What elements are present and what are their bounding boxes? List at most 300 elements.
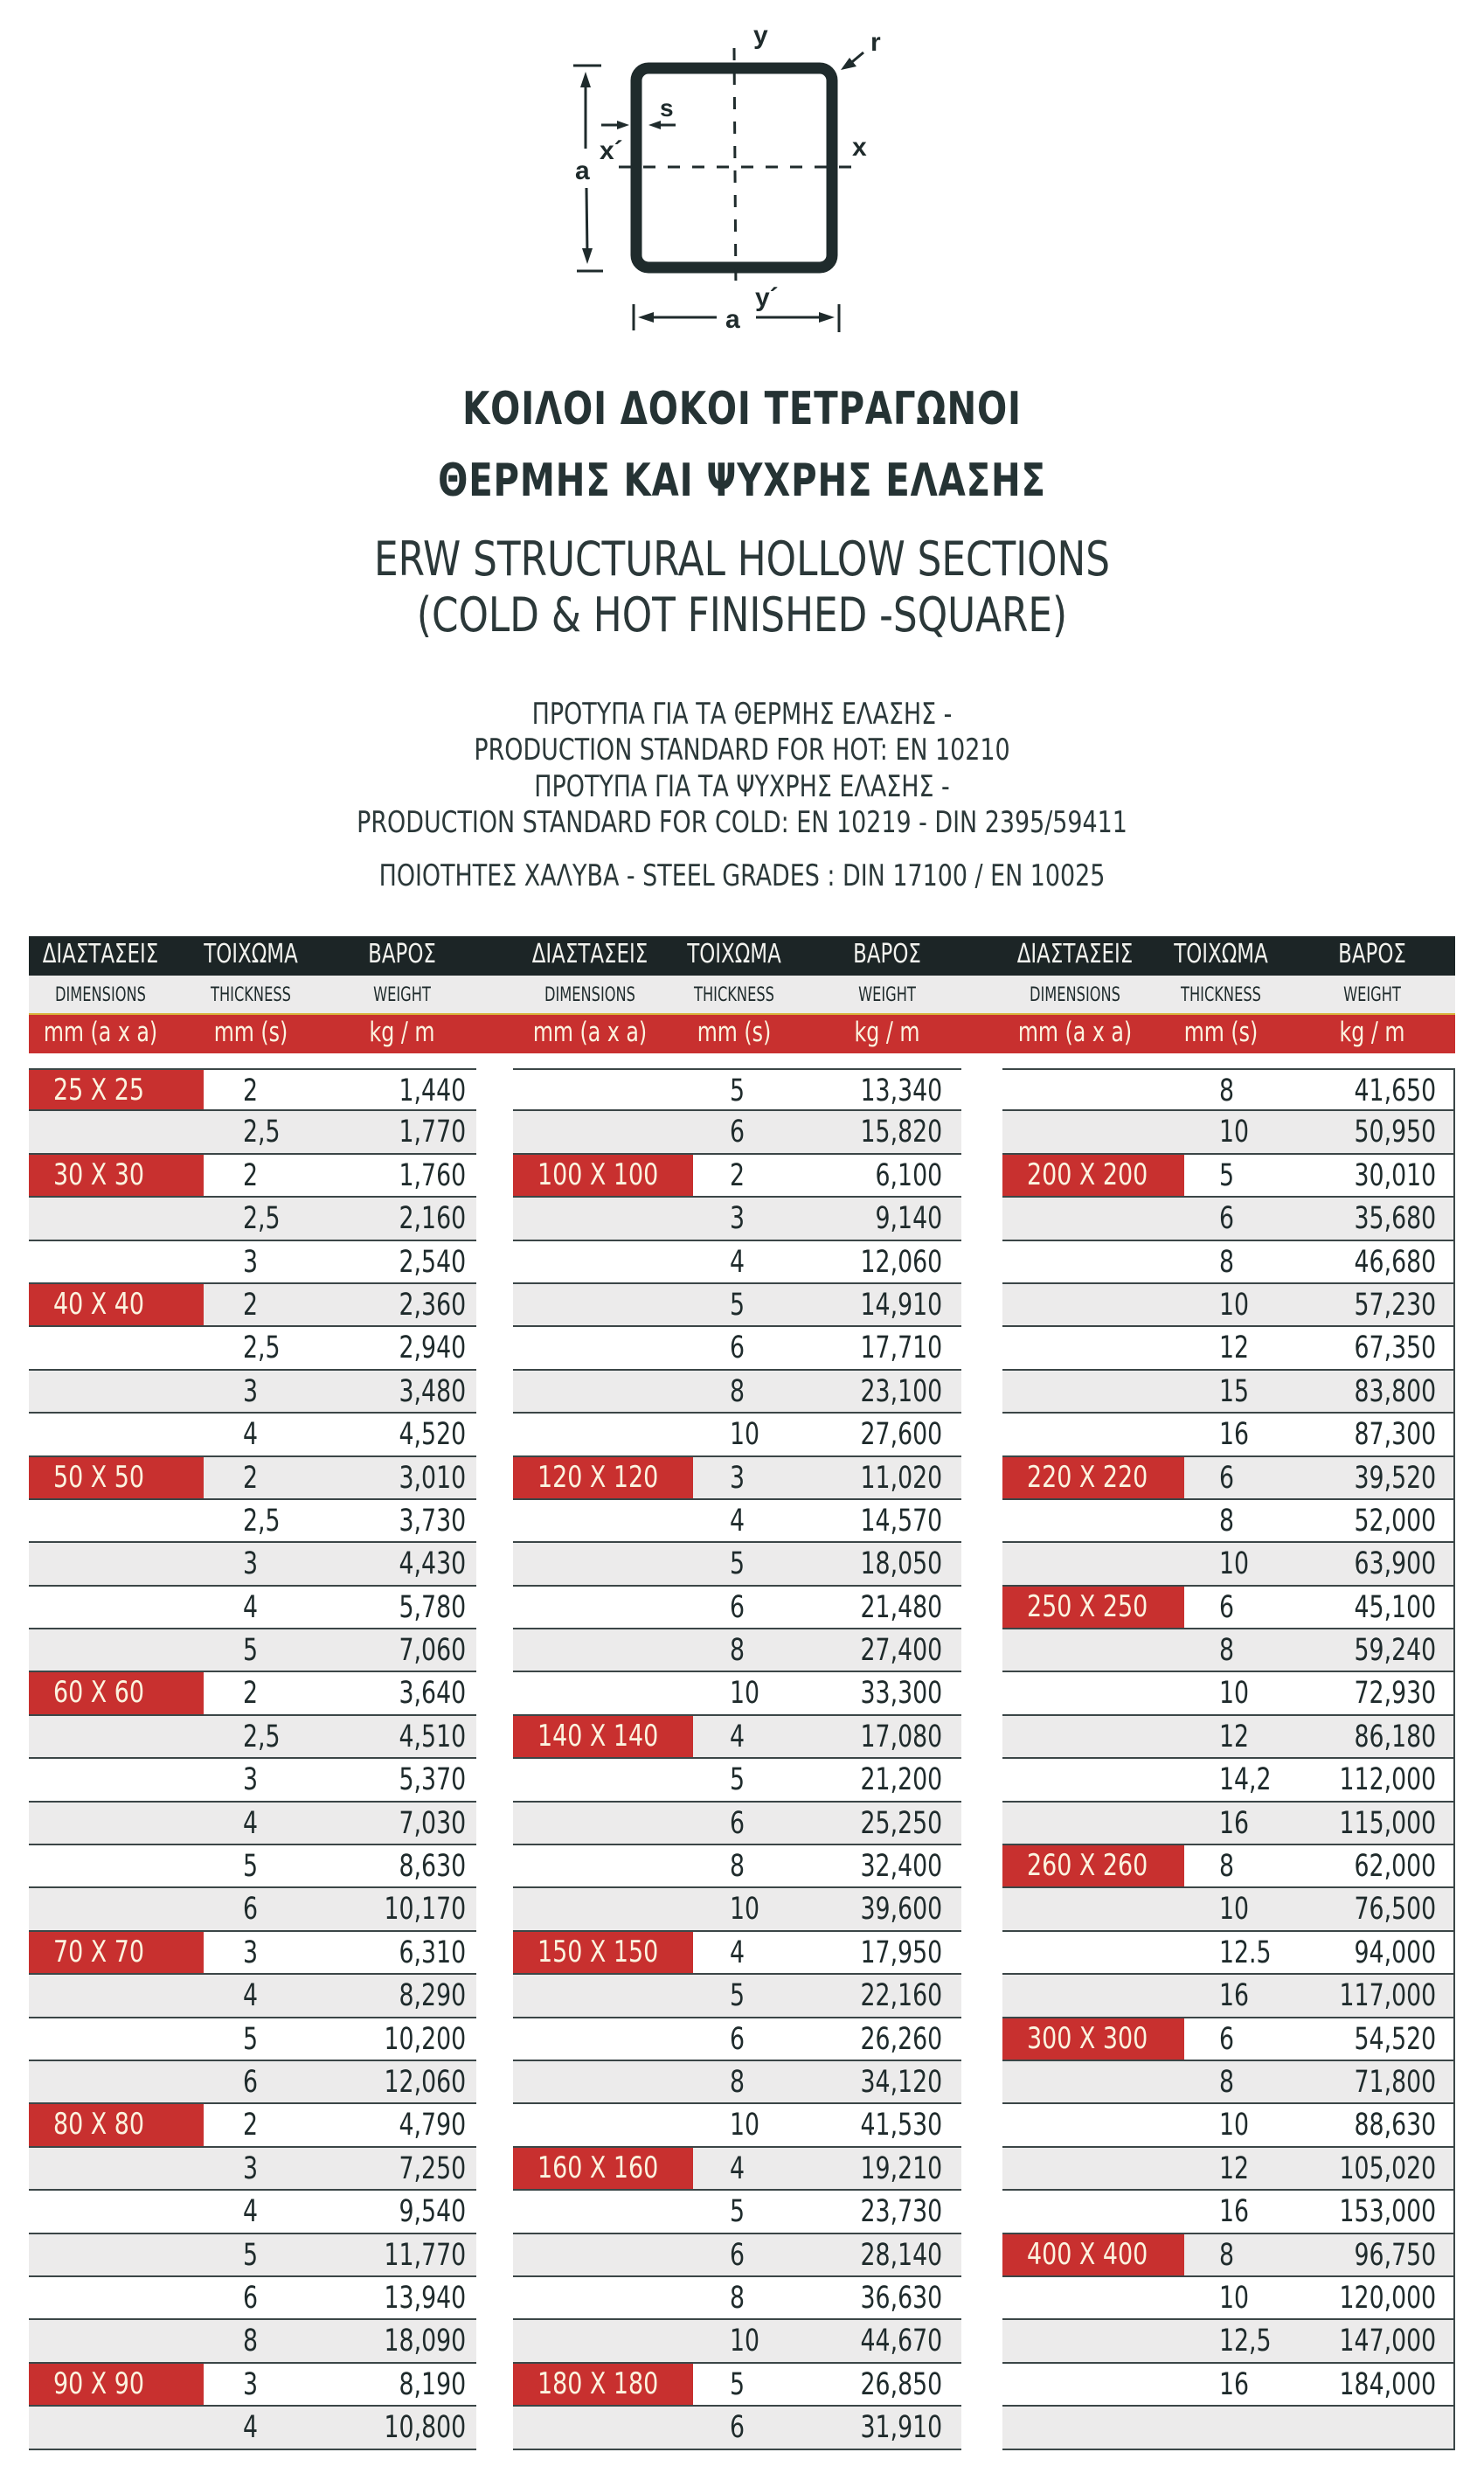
thickness-value: 3 [243,1762,259,1798]
thickness-cell [243,1414,260,1456]
weight-cell [387,1716,466,1759]
thickness-cell [1219,2320,1280,2363]
thickness-cell [730,1414,765,1456]
dimension-text: 50 X 50 [53,1459,145,1495]
thickness-value: 5 [730,1287,745,1323]
a-vertical-line-bottom [586,188,587,255]
dimension-text: 300 X 300 [1027,2020,1148,2056]
weight-cell [387,1327,466,1370]
header-greek-weight: ΒΑΡΟΣ [368,939,436,969]
dimension-label [513,2148,693,2189]
weight-value: 33,300 [860,1676,942,1712]
thickness-cell [1219,1543,1254,1586]
thickness-value: 6 [730,1589,745,1625]
weight-value: 13,940 [384,2280,466,2316]
header-english-weight: WEIGHT [1343,984,1401,1006]
weight-value: 2,540 [399,1244,466,1280]
thickness-value: 8 [730,1633,745,1669]
thickness-value: 10 [730,2324,760,2359]
thickness-value: 5 [730,2366,745,2402]
thickness-cell [1219,1327,1254,1370]
table-row [29,1371,476,1414]
thickness-value: 6 [243,2280,259,2316]
table-row [513,1716,961,1759]
thickness-cell [1219,1759,1280,1802]
table-row [1002,1327,1453,1370]
table-row [513,1587,961,1629]
thickness-cell [243,2061,260,2104]
thickness-value: 6 [1219,2021,1235,2057]
table-row [1002,1457,1453,1500]
square-section-diagram [559,26,926,341]
thickness-cell [1219,1672,1254,1715]
weight-cell [1340,1198,1436,1240]
table-row [29,1414,476,1456]
table-row [29,1759,476,1802]
a-vertical-arrow-down-icon [582,248,593,264]
thickness-cell [1219,1111,1254,1154]
thickness-value: 5 [730,2194,745,2230]
header-english-dimensions: DIMENSIONS [544,984,635,1006]
table-row [513,1414,961,1456]
weight-value: 96,750 [1354,2237,1436,2273]
a-horizontal-arrow-right-icon [819,312,835,323]
weight-cell [846,2018,942,2061]
dimension-text: 260 X 260 [1027,1848,1148,1884]
table-row [513,1672,961,1715]
thickness-cell [730,1371,747,1414]
s-arrow-right-icon [617,121,629,129]
thickness-cell [1219,1803,1254,1845]
table-row [1002,1500,1453,1543]
weight-cell [1340,1672,1436,1715]
thickness-value: 5 [730,1762,745,1798]
thickness-cell [730,1587,747,1629]
label-x-right: x [852,133,867,162]
thickness-cell [730,2061,747,2104]
weight-value: 3,640 [399,1676,466,1712]
thickness-value: 4 [243,2410,259,2446]
thickness-value: 12 [1219,1719,1250,1754]
weight-value: 4,510 [399,1719,466,1754]
table-row [1002,1629,1453,1672]
table-row [513,1932,961,1975]
table-row [513,2104,961,2147]
thickness-cell [243,2407,260,2449]
table-row [513,1629,961,1672]
weight-value: 15,820 [860,1115,942,1150]
table-row [1002,1672,1453,1715]
header-english-dimensions: DIMENSIONS [1030,984,1120,1006]
table-row [513,1241,961,1284]
weight-value: 18,090 [384,2324,466,2359]
thickness-cell [730,2191,747,2233]
thickness-cell [1219,1845,1237,1888]
weight-value: 7,060 [399,1633,466,1669]
thickness-value: 4 [243,1589,259,1625]
weight-value: 11,020 [860,1460,942,1496]
thickness-value: 5 [243,1849,259,1885]
table-row [29,1975,476,2018]
thickness-value: 16 [1219,2366,1250,2402]
table-row [29,2277,476,2320]
weight-cell [387,2364,466,2407]
weight-cell [846,1759,942,1802]
thickness-cell [1219,2018,1237,2061]
dimension-text: 60 X 60 [53,1675,145,1711]
thickness-value: 16 [1219,1417,1250,1453]
weight-cell [846,1070,942,1113]
thickness-value: 6 [1219,1460,1235,1496]
thickness-value: 12,5 [1219,2324,1272,2359]
weight-cell [846,1414,942,1456]
thickness-value: 10 [1219,1676,1250,1712]
weight-cell [370,2018,466,2061]
weight-value: 26,850 [860,2366,942,2402]
table-row [1002,1371,1453,1414]
weight-cell [846,1111,942,1154]
thickness-cell [243,2104,260,2147]
thickness-cell [730,1457,747,1500]
title-greek-line2: ΘΕΡΜΗΣ ΚΑΙ ΨΥΧΡΗΣ ΕΛΑΣΗΣ [438,455,1046,507]
table-row [29,1716,476,1759]
thickness-value: 15 [1219,1373,1250,1409]
weight-value: 59,240 [1354,1633,1436,1669]
table-row [1002,1068,1453,1111]
weight-cell [846,1672,942,1715]
thickness-cell [730,2234,747,2277]
title-english-line1: ERW STRUCTURAL HOLLOW SECTIONS [374,531,1110,587]
table-row [513,2407,961,2449]
thickness-value: 4 [730,2150,745,2186]
weight-value: 57,230 [1354,1287,1436,1323]
thickness-cell [243,1629,260,1672]
weight-value: 88,630 [1354,2108,1436,2143]
weight-value: 9,140 [875,1201,942,1237]
weight-value: 11,770 [384,2237,466,2273]
thickness-value: 5 [1219,1157,1235,1193]
table-row [1002,2320,1453,2363]
standard-cold-greek: ΠΡΟΤΥΠΑ ΓΙΑ ΤΑ ΨΥΧΡΗΣ ΕΛΑΣΗΣ - [534,769,950,804]
weight-cell [846,2191,942,2233]
weight-value: 27,400 [860,1633,942,1669]
weight-value: 2,360 [399,1287,466,1323]
weight-cell [863,1198,942,1240]
weight-cell [1322,1759,1436,1802]
thickness-value: 6 [730,2021,745,2057]
weight-value: 10,200 [384,2021,466,2057]
weight-value: 12,060 [384,2064,466,2100]
table-row [1002,1284,1453,1327]
weight-cell [1340,2018,1436,2061]
weight-value: 17,710 [860,1330,942,1366]
thickness-value: 10 [730,1676,760,1712]
table-row [513,2061,961,2104]
thickness-cell [730,2018,747,2061]
table-row [513,1327,961,1370]
header-units-thickness: mm (s) [213,1017,288,1048]
thickness-cell [730,2320,765,2363]
thickness-value: 2 [243,1676,259,1712]
thickness-cell [243,1284,260,1327]
label-r: r [870,28,881,57]
thickness-value: 4 [243,1805,259,1841]
weight-value: 14,910 [860,1287,942,1323]
weight-cell [1340,1845,1436,1888]
weight-cell [1322,2191,1436,2233]
thickness-cell [1219,1414,1254,1456]
dimension-label [29,2364,204,2405]
thickness-cell [730,1070,747,1113]
table-row [513,1457,961,1500]
weight-cell [1340,1327,1436,1370]
weight-value: 120,000 [1339,2280,1436,2316]
thickness-cell [243,1241,260,1284]
thickness-value: 2,5 [243,1719,281,1754]
header-greek-thickness: ΤΟΙΧΩΜΑ [687,939,781,969]
thickness-value: 8 [730,1373,745,1409]
weight-cell [387,1629,466,1672]
weight-cell [387,2104,466,2147]
dimension-text: 40 X 40 [53,1286,145,1322]
weight-cell [1340,1629,1436,1672]
weight-value: 83,800 [1354,1373,1436,1409]
table-row [29,1932,476,1975]
weight-cell [1340,1716,1436,1759]
weight-cell [1340,2061,1436,2104]
thickness-value: 3 [243,1935,259,1970]
thickness-cell [1219,1198,1237,1240]
weight-value: 10,800 [384,2410,466,2446]
weight-value: 1,760 [399,1157,466,1193]
thickness-cell [1219,1975,1254,2018]
thickness-value: 8 [730,1849,745,1885]
weight-cell [846,1975,942,2018]
table-row [513,1803,961,1845]
thickness-cell [730,1716,747,1759]
weight-value: 7,030 [399,1805,466,1841]
weight-cell [387,1759,466,1802]
thickness-value: 10 [1219,1546,1250,1582]
thickness-value: 5 [730,1546,745,1582]
thickness-cell [730,1975,747,2018]
weight-cell [846,1500,942,1543]
table-row [1002,1716,1453,1759]
thickness-value: 16 [1219,2194,1250,2230]
weight-cell [846,2407,942,2449]
weight-cell [846,2061,942,2104]
thickness-value: 4 [730,1935,745,1970]
weight-cell [1340,1241,1436,1284]
weight-cell [1322,2277,1436,2320]
dimension-text: 150 X 150 [537,1934,659,1969]
weight-value: 10,170 [384,1892,466,1928]
thickness-cell [243,2018,260,2061]
thickness-value: 3 [243,1373,259,1409]
table-row [513,1975,961,2018]
table-row [1002,2407,1453,2449]
table-row [29,1155,476,1198]
thickness-value: 14,2 [1219,1762,1272,1798]
thickness-value: 8 [730,2280,745,2316]
thickness-cell [243,1888,260,1931]
table-row [513,1198,961,1240]
table-row [1002,2061,1453,2104]
thickness-value: 2 [243,1460,259,1496]
header-greek-weight: ΒΑΡΟΣ [853,939,921,969]
weight-value: 8,630 [399,1849,466,1885]
table-row [1002,1198,1453,1240]
thickness-cell [243,1587,260,1629]
weight-value: 35,680 [1354,1201,1436,1237]
weight-value: 63,900 [1354,1546,1436,1582]
a-vertical-arrow-up-icon [580,72,591,87]
thickness-cell [730,1327,747,1370]
a-horizontal-arrow-left-icon [638,312,654,323]
weight-value: 105,020 [1339,2150,1436,2186]
thickness-value: 4 [243,1417,259,1453]
thickness-value: 10 [1219,1115,1250,1150]
thickness-value: 3 [730,1460,745,1496]
dimension-label [29,2104,204,2145]
thickness-cell [243,1327,287,1370]
thickness-cell [730,1543,747,1586]
table-row [29,1284,476,1327]
table-row [513,2148,961,2191]
dimension-text: 70 X 70 [53,1934,145,1969]
table-row [29,2148,476,2191]
thickness-cell [1219,2277,1254,2320]
thickness-value: 5 [730,1978,745,2014]
weight-cell [846,1888,942,1931]
header-greek-thickness: ΤΟΙΧΩΜΑ [204,939,298,969]
table-row [29,1672,476,1715]
weight-value: 62,000 [1354,1849,1436,1885]
thickness-value: 6 [730,1115,745,1150]
thickness-cell [243,1543,260,1586]
dimension-text: 80 X 80 [53,2107,145,2143]
weight-cell [846,1803,942,1845]
dimension-label [1002,1845,1184,1886]
weight-value: 1,770 [399,1115,466,1150]
thickness-value: 6 [243,2064,259,2100]
header-english-thickness: THICKNESS [211,984,291,1006]
thickness-value: 5 [730,1073,745,1108]
table-row [1002,2364,1453,2407]
weight-value: 112,000 [1339,1762,1436,1798]
weight-value: 71,800 [1354,2064,1436,2100]
weight-cell [387,1500,466,1543]
dimension-label [29,1155,204,1196]
dimension-label [29,1457,204,1498]
weight-cell [387,1845,466,1888]
weight-cell [370,2061,466,2104]
thickness-value: 5 [243,2237,259,2273]
dimension-label [513,1457,693,1498]
weight-cell [846,1241,942,1284]
thickness-value: 8 [1219,1849,1235,1885]
dimension-label [513,2364,693,2405]
header-greek-dimensions: ΔΙΑΣΤΑΣΕΙΣ [42,939,159,969]
table-row [513,1845,961,1888]
weight-value: 19,210 [860,2150,942,2186]
thickness-cell [243,2234,260,2277]
weight-value: 76,500 [1354,1892,1436,1928]
thickness-value: 4 [730,1244,745,1280]
table-row [29,2018,476,2061]
thickness-cell [243,1932,260,1975]
thickness-cell [730,1198,747,1240]
thickness-value: 3 [730,1201,745,1237]
table-row [1002,2234,1453,2277]
weight-cell [846,1284,942,1327]
header-greek-weight: ΒΑΡΟΣ [1338,939,1406,969]
thickness-cell [1219,2191,1254,2233]
dimension-text: 120 X 120 [537,1459,659,1495]
weight-value: 50,950 [1354,1115,1436,1150]
dimension-label [513,1932,693,1973]
weight-value: 184,000 [1339,2366,1436,2402]
thickness-value: 2 [243,1073,259,1108]
thickness-cell [243,1759,260,1802]
weight-value: 4,520 [399,1417,466,1453]
header-units-dimensions: mm (a x a) [1017,1017,1133,1048]
weight-cell [1340,1888,1436,1931]
thickness-cell [243,2364,260,2407]
thickness-cell [243,1457,260,1500]
weight-value: 1,440 [399,1073,466,1108]
thickness-value: 10 [1219,1287,1250,1323]
header-english-dimensions: DIMENSIONS [55,984,146,1006]
thickness-value: 8 [1219,1244,1235,1280]
weight-cell [846,1327,942,1370]
header-units-weight: kg / m [1339,1017,1405,1048]
weight-value: 3,730 [399,1503,466,1539]
weight-cell [387,1155,466,1198]
weight-value: 8,190 [399,2366,466,2402]
weight-value: 14,570 [860,1503,942,1539]
thickness-value: 10 [1219,2280,1250,2316]
weight-value: 17,080 [860,1719,942,1754]
dimension-label [1002,1155,1184,1196]
thickness-value: 12 [1219,1330,1250,1366]
thickness-value: 4 [243,1978,259,2014]
weight-value: 41,530 [860,2108,942,2143]
weight-cell [370,2234,466,2277]
weight-cell [846,1587,942,1629]
thickness-value: 6 [730,1330,745,1366]
header-greek-dimensions: ΔΙΑΣΤΑΣΕΙΣ [531,939,648,969]
dimension-text: 30 X 30 [53,1157,145,1192]
weight-cell [846,1629,942,1672]
thickness-cell [243,1198,287,1240]
label-y-top: y [753,26,768,50]
weight-cell [387,1672,466,1715]
thickness-cell [730,1803,747,1845]
weight-cell [1340,1111,1436,1154]
weight-value: 22,160 [860,1978,942,2014]
table-row [29,1241,476,1284]
thickness-cell [1219,1155,1237,1198]
table-column-3 [1002,1068,1455,2450]
label-a-horizontal: a [725,305,740,334]
table-column-1 [29,1068,476,2450]
thickness-cell [1219,1241,1237,1284]
table-row [29,2104,476,2147]
thickness-value: 2,5 [243,1330,281,1366]
dimension-text: 25 X 25 [53,1073,145,1108]
thickness-value: 8 [243,2324,259,2359]
